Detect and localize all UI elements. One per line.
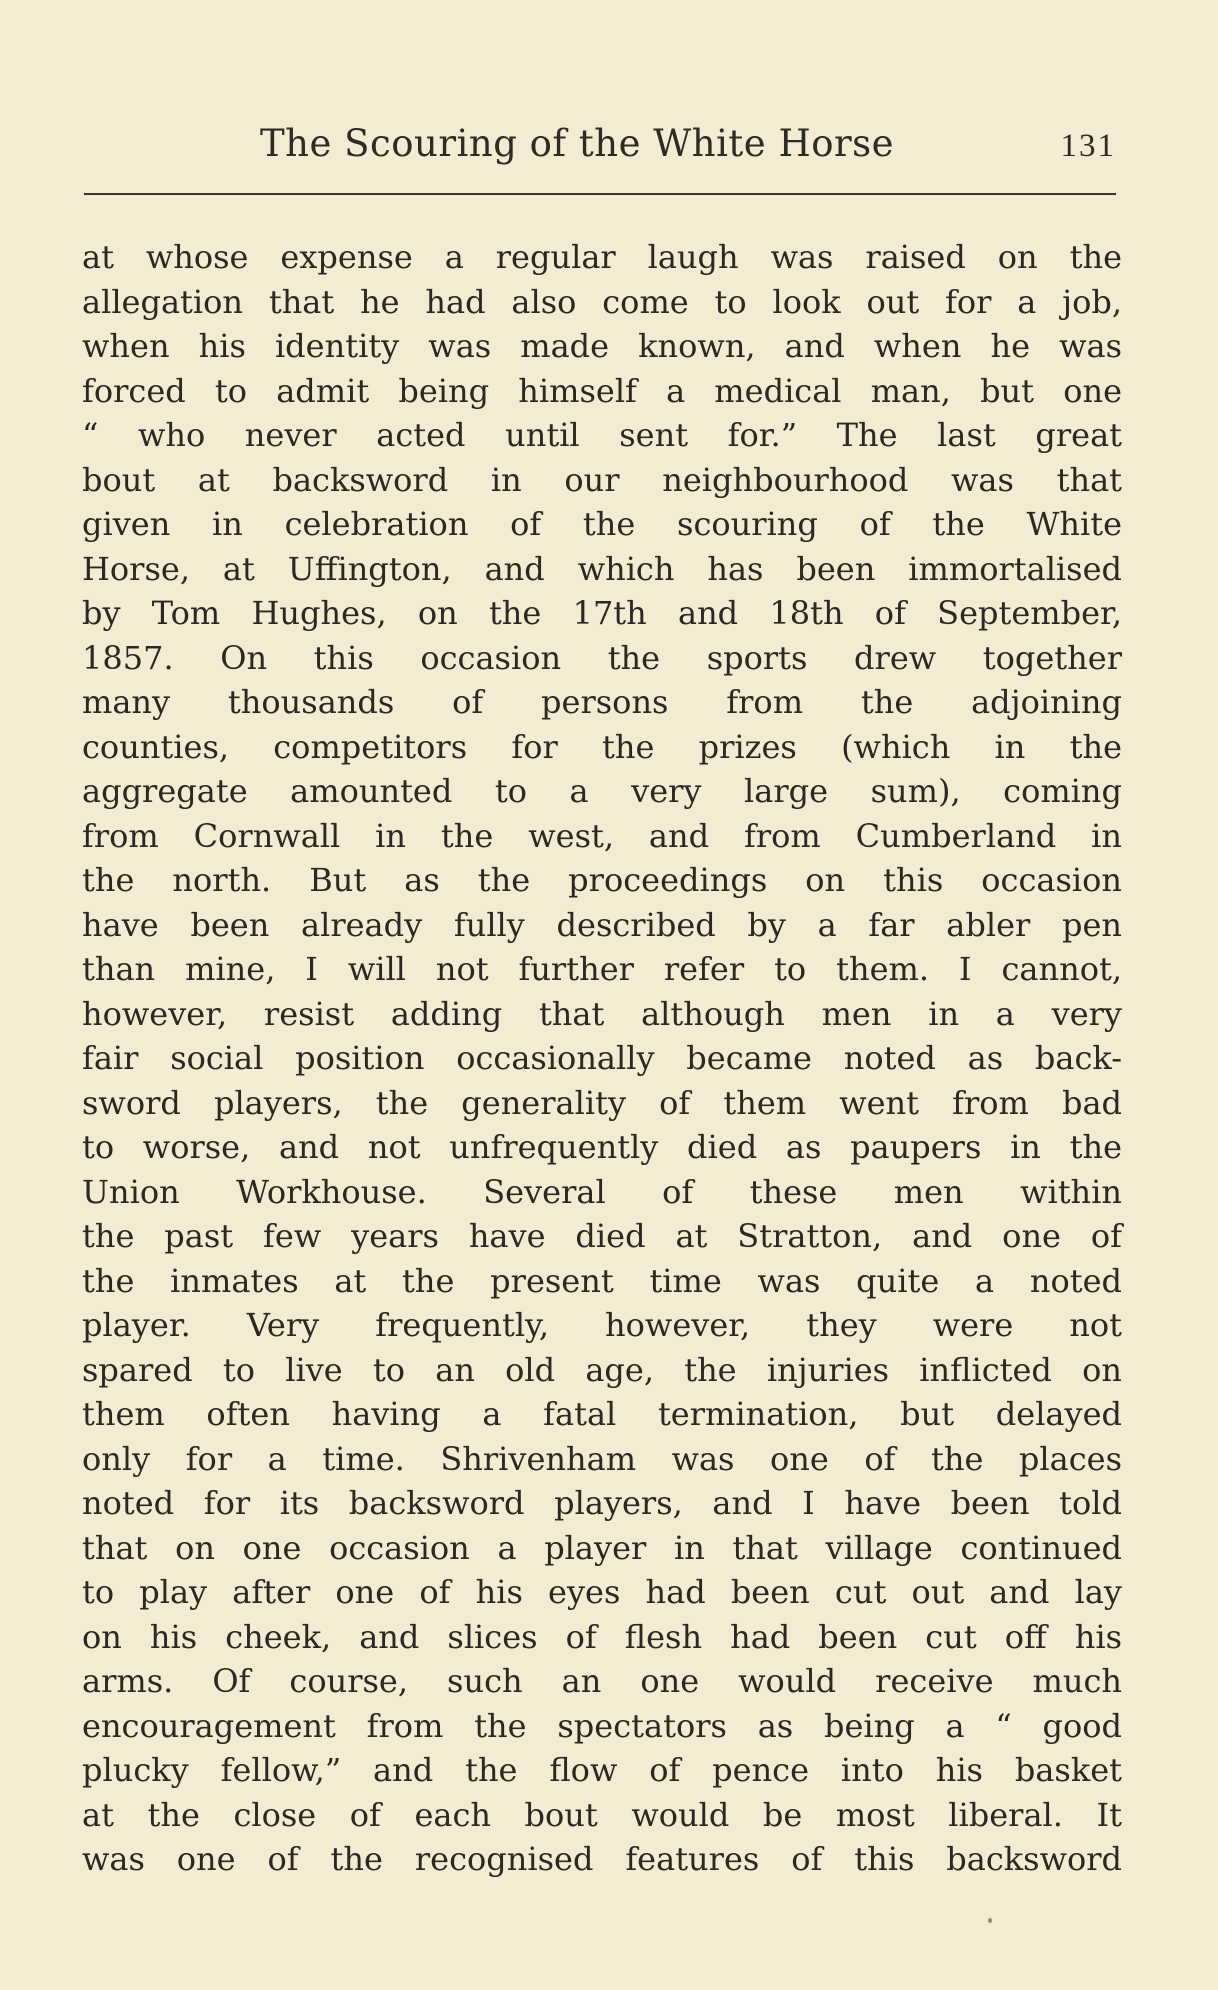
text-line: at the close of each bout would be most liberal. It xyxy=(82,1795,1122,1834)
text-line: allegation that he had also come to look out for a job, xyxy=(82,282,1122,321)
text-line: by Tom Hughes, on the 17th and 18th of September, xyxy=(82,594,1122,632)
text-line: the inmates at the present time was quite a noted xyxy=(82,1261,1122,1300)
text-line: noted for its backsword players, and I have been told xyxy=(82,1484,1122,1522)
text-line: given in celebration of the scouring of the White xyxy=(82,505,1122,543)
text-line: Horse, at Uffington, and which has been immortalised xyxy=(82,549,1122,588)
text-line: encouragement from the spectators as being a “ good xyxy=(82,1706,1122,1745)
running-title: The Scouring of the White Horse xyxy=(260,122,895,165)
text-line: forced to admit being himself a medical man, but one xyxy=(82,371,1122,410)
body-text xyxy=(82,235,1122,1882)
text-line: however, resist adding that although men in a very xyxy=(82,994,1122,1033)
text-line: bout at backsword in our neighbourhood was that xyxy=(82,460,1122,499)
text-line: plucky fellow,” and the flow of pence into his basket xyxy=(82,1751,1122,1789)
text-line: aggregate amounted to a very large sum), coming xyxy=(82,772,1122,810)
text-line: arms. Of course, such an one would receive much xyxy=(82,1662,1122,1700)
text-line: counties, competitors for the prizes (which in the xyxy=(82,727,1122,766)
text-line: many thousands of persons from the adjoining xyxy=(82,683,1122,721)
text-line: “ who never acted until sent for.” The last great xyxy=(82,416,1122,454)
text-line: from Cornwall in the west, and from Cumberland in xyxy=(82,816,1122,855)
text-line: at whose expense a regular laugh was raised on the xyxy=(82,238,1122,276)
text-line: spared to live to an old age, the injuries inflicted on xyxy=(82,1350,1122,1389)
text-line: that on one occasion a player in that village continued xyxy=(82,1528,1122,1567)
text-line: when his identity was made known, and when he was xyxy=(82,327,1122,365)
text-line: Union Workhouse. Several of these men within xyxy=(82,1172,1122,1211)
page-number: 131 xyxy=(1060,128,1116,164)
text-line: only for a time. Shrivenham was one of the places xyxy=(82,1439,1122,1478)
page-header xyxy=(84,118,1116,178)
paper-speck xyxy=(988,1918,992,1923)
text-line: the north. But as the proceedings on this occasion xyxy=(82,861,1122,899)
text-line: player. Very frequently, however, they were not xyxy=(82,1306,1122,1344)
text-line: fair social position occasionally became noted as back- xyxy=(82,1039,1122,1077)
text-line: to play after one of his eyes had been cut out and lay xyxy=(82,1573,1122,1611)
text-line: the past few years have died at Stratton, and one of xyxy=(82,1217,1122,1255)
text-line: to worse, and not unfrequently died as paupers in the xyxy=(82,1128,1122,1166)
text-line: have been already fully described by a far abler pen xyxy=(82,905,1122,944)
text-line: on his cheek, and slices of flesh had been cut off his xyxy=(82,1617,1122,1656)
text-line: was one of the recognised features of this backsword xyxy=(82,1840,1122,1878)
text-line: sword players, the generality of them went from bad xyxy=(82,1083,1122,1122)
header-rule xyxy=(84,193,1116,195)
text-line: them often having a fatal termination, but delayed xyxy=(82,1395,1122,1433)
text-line: than mine, I will not further refer to them. I cannot, xyxy=(82,950,1122,988)
text-line: 1857. On this occasion the sports drew together xyxy=(82,638,1122,677)
